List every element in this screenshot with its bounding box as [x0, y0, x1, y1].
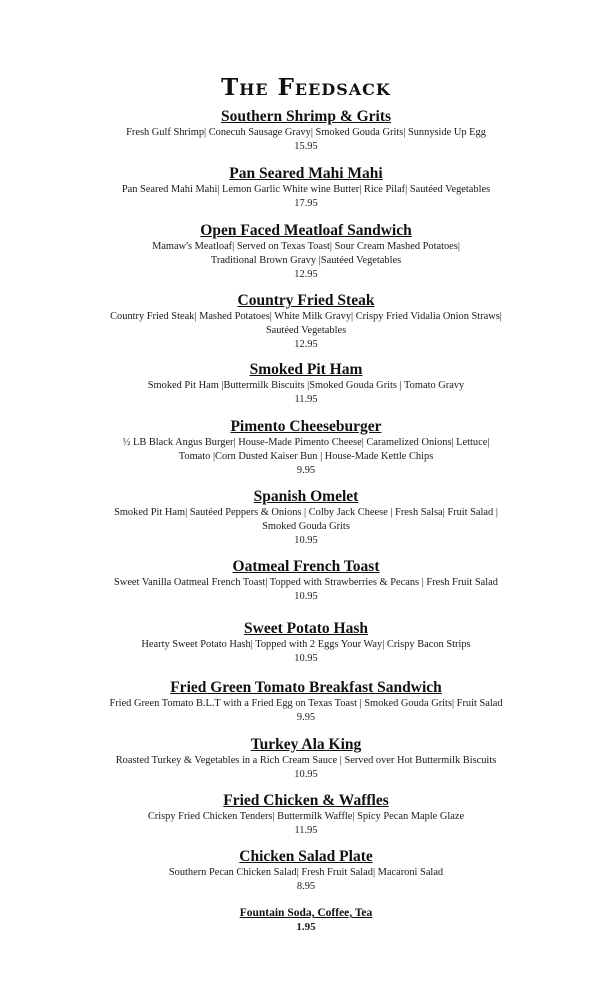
menu-item	[60, 418, 552, 478]
menu-item	[60, 792, 552, 838]
menu-item	[60, 222, 552, 282]
item-price: 11.95	[294, 394, 318, 405]
item-name: Country Fried Steak	[237, 292, 375, 309]
menu-item	[60, 292, 552, 352]
item-price: 10.95	[294, 653, 318, 664]
item-name: Turkey Ala King	[250, 736, 362, 753]
restaurant-title: The Feedsack	[221, 74, 391, 101]
item-price: 17.95	[294, 198, 318, 209]
item-price: 10.95	[294, 769, 318, 780]
item-description: Sautéed Vegetables	[265, 325, 347, 336]
item-name: Southern Shrimp & Grits	[220, 108, 392, 125]
item-price: 9.95	[296, 465, 316, 476]
menu-item	[60, 620, 552, 666]
menu-item	[60, 736, 552, 782]
menu-item	[60, 558, 552, 604]
item-price: 15.95	[294, 141, 318, 152]
drinks-name: Fountain Soda, Coffee, Tea	[239, 907, 373, 919]
item-name: Smoked Pit Ham	[249, 361, 363, 378]
menu-item	[60, 361, 552, 407]
item-description: Traditional Brown Gravy |Sautéed Vegetables	[210, 255, 402, 266]
item-description: Country Fried Steak| Mashed Potatoes| White Milk Gravy| Crispy Fried Vidalia Onion Straws|	[110, 311, 502, 322]
item-description: Smoked Gouda Grits	[262, 521, 350, 532]
item-description: Pan Seared Mahi Mahi| Lemon Garlic White wine Butter| Rice Pilaf| Sautéed Vegetables	[121, 184, 491, 195]
item-description: Smoked Pit Ham |Buttermilk Biscuits |Smoked Gouda Grits | Tomato Gravy	[147, 380, 465, 391]
item-description: Smoked Pit Ham| Sautéed Peppers & Onions | Colby Jack Cheese | Fresh Salsa| Fruit Salad |	[114, 507, 498, 518]
item-price: 12.95	[294, 269, 318, 280]
item-name: Fried Chicken & Waffles	[223, 792, 389, 809]
item-description: Tomato |Corn Dusted Kaiser Bun | House-Made Kettle Chips	[178, 451, 434, 462]
menu-item	[60, 108, 552, 154]
item-name: Open Faced Meatloaf Sandwich	[200, 222, 412, 239]
item-price: 12.95	[294, 339, 318, 350]
menu-item	[60, 848, 552, 894]
item-description: Mamaw's Meatloaf| Served on Texas Toast| Sour Cream Mashed Potatoes|	[152, 241, 460, 252]
item-description: Sweet Vanilla Oatmeal French Toast| Topped with Strawberries & Pecans | Fresh Fruit Salad	[114, 577, 498, 588]
item-price: 10.95	[294, 591, 318, 602]
item-name: Pimento Cheeseburger	[230, 418, 382, 435]
menu-item	[60, 488, 552, 548]
item-description: Crispy Fried Chicken Tenders| Buttermilk Waffle| Spicy Pecan Maple Glaze	[147, 811, 465, 822]
item-price: 8.95	[296, 881, 316, 892]
item-name: Spanish Omelet	[253, 488, 359, 505]
menu-item	[60, 679, 552, 725]
item-name: Pan Seared Mahi Mahi	[229, 165, 383, 182]
item-description: Hearty Sweet Potato Hash| Topped with 2 Eggs Your Way| Crispy Bacon Strips	[141, 639, 471, 650]
item-description: Southern Pecan Chicken Salad| Fresh Fruit Salad| Macaroni Salad	[168, 867, 444, 878]
drinks-price: 1.95	[296, 921, 316, 933]
drinks-item	[60, 906, 552, 934]
menu-item	[60, 165, 552, 211]
item-price: 9.95	[296, 712, 316, 723]
item-description: Fried Green Tomato B.L.T with a Fried Egg on Texas Toast | Smoked Gouda Grits| Fruit Salad	[109, 698, 503, 709]
item-description: Roasted Turkey & Vegetables in a Rich Cream Sauce | Served over Hot Buttermilk Biscuits	[115, 755, 497, 766]
item-name: Fried Green Tomato Breakfast Sandwich	[170, 679, 442, 696]
item-price: 11.95	[294, 825, 318, 836]
item-description: ½ LB Black Angus Burger| House-Made Pimento Cheese| Caramelized Onions| Lettuce|	[122, 437, 490, 448]
item-name: Oatmeal French Toast	[232, 558, 380, 575]
item-name: Chicken Salad Plate	[239, 848, 373, 865]
item-name: Sweet Potato Hash	[244, 620, 368, 637]
item-price: 10.95	[294, 535, 318, 546]
item-description: Fresh Gulf Shrimp| Conecuh Sausage Gravy| Smoked Gouda Grits| Sunnyside Up Egg	[126, 127, 486, 138]
